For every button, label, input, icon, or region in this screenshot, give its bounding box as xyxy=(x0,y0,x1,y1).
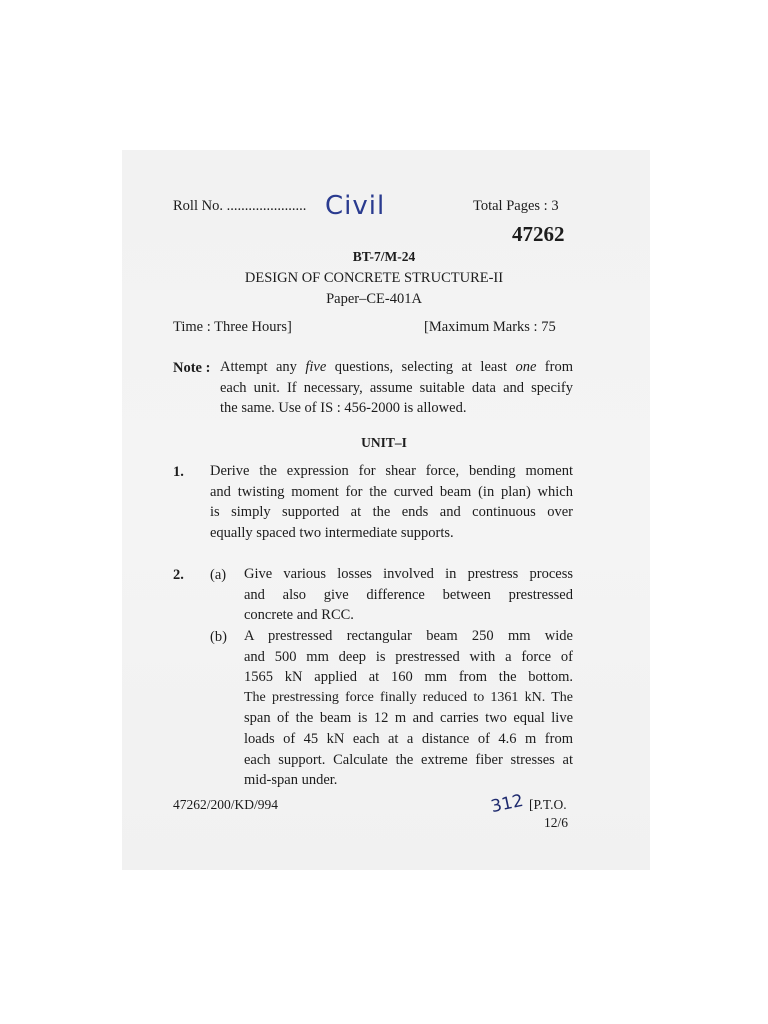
total-pages: Total Pages : 3 xyxy=(473,198,559,214)
question-2b-text xyxy=(244,626,573,791)
note-line-1: Attempt any five questions, selecting at least one from xyxy=(220,359,573,375)
question-2b-line: The prestressing force finally reduced to 1361 kN. The xyxy=(244,689,573,705)
note-line-3: the same. Use of IS : 456-2000 is allowed. xyxy=(220,400,467,417)
question-2b-line: mid-span under. xyxy=(244,772,338,789)
unit-1-heading: UNIT–I xyxy=(361,435,407,450)
footer-date: 12/6 xyxy=(544,815,569,830)
question-1-text xyxy=(210,461,573,543)
note-text xyxy=(220,357,573,419)
note-line-2: each unit. If necessary, assume suitable data and specify xyxy=(220,379,573,396)
question-1-number: 1. xyxy=(173,464,184,480)
question-1-line: Derive the expression for shear force, bending moment xyxy=(210,463,573,479)
question-2b-line: each support. Calculate the extreme fiber stresses at xyxy=(244,751,573,768)
question-1-line: equally spaced two intermediate supports. xyxy=(210,524,454,541)
question-2b-line: loads of 45 kN each at a distance of 4.6 m from xyxy=(244,730,573,747)
paper-code: 47262 xyxy=(512,222,565,246)
footer-code: 47262/200/KD/994 xyxy=(173,797,279,812)
question-1-line: and twisting moment for the curved beam (in plan) which xyxy=(210,483,573,500)
please-turn-over: [P.T.O. xyxy=(529,797,567,812)
question-2-number: 2. xyxy=(173,567,184,583)
question-2b-label: (b) xyxy=(210,629,227,645)
note-label: Note : xyxy=(173,360,211,376)
exam-code: BT-7/M-24 xyxy=(352,249,416,264)
question-2b-line: span of the beam is 12 m and carries two equal live xyxy=(244,710,573,727)
maximum-marks: [Maximum Marks : 75 xyxy=(424,319,556,335)
question-2a-line: Give various losses involved in prestress process xyxy=(244,566,573,582)
subject-title: DESIGN OF CONCRETE STRUCTURE-II xyxy=(244,270,504,286)
paper-number: Paper–CE-401A xyxy=(326,291,422,307)
roll-no-handwritten: Civil xyxy=(325,191,386,221)
question-2a-label: (a) xyxy=(210,567,227,583)
question-2a-line: and also give difference between prestressed xyxy=(244,586,573,603)
question-2a-line: concrete and RCC. xyxy=(244,607,354,624)
time-allowed: Time : Three Hours] xyxy=(173,319,292,335)
footer-handwritten-mark: 312 xyxy=(489,790,526,818)
question-2a-text xyxy=(244,564,573,626)
question-2b-line: and 500 mm deep is prestressed with a force of xyxy=(244,648,573,665)
question-1-line: is simply supported at the ends and continuous over xyxy=(210,504,573,521)
roll-no-label: Roll No. ...................... xyxy=(173,198,307,214)
question-2b-line: A prestressed rectangular beam 250 mm wide xyxy=(244,628,573,644)
question-2b-line: 1565 kN applied at 160 mm from the bottom. xyxy=(244,669,573,686)
